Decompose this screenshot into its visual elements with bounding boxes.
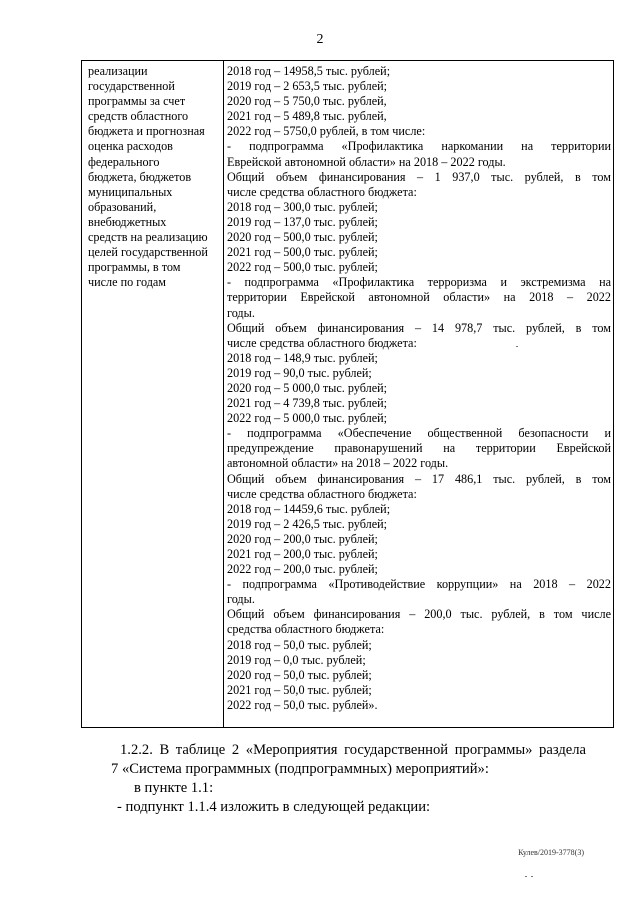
right-cell-line: 2021 год – 4 739,8 тыс. рублей; bbox=[227, 396, 388, 411]
right-cell-line: - подпрограмма «Профилактика терроризма и экстремизма на bbox=[227, 275, 611, 290]
left-cell-line: муниципальных bbox=[88, 184, 173, 199]
right-cell-line: - подпрограмма «Обеспечение общественной безопасности и bbox=[227, 426, 611, 441]
left-cell-line: числе по годам bbox=[88, 275, 167, 290]
right-cell-line: предупреждение правонарушений на территории Еврейской bbox=[227, 441, 611, 456]
page-number: 2 bbox=[316, 32, 324, 47]
right-cell-line: 2022 год – 500,0 тыс. рублей; bbox=[227, 260, 378, 275]
scan-noise bbox=[525, 876, 527, 877]
right-cell-line: 2018 год – 300,0 тыс. рублей; bbox=[227, 199, 378, 214]
right-cell-line: 2018 год – 50,0 тыс. рублей; bbox=[227, 637, 372, 652]
left-cell-line: средств на реализацию bbox=[88, 230, 208, 245]
right-cell-line: числе средства областного бюджета: bbox=[227, 335, 417, 350]
table-right-cell bbox=[227, 64, 611, 713]
table-left-cell bbox=[88, 64, 222, 290]
right-cell-line: годы. bbox=[227, 305, 255, 320]
left-cell-line: реализации bbox=[88, 64, 148, 78]
document-code: Кулев/2019-3778(3) bbox=[518, 848, 584, 857]
financing-table bbox=[81, 60, 614, 728]
right-cell-line: 2022 год – 200,0 тыс. рублей; bbox=[227, 562, 378, 577]
left-cell-line: внебюджетных bbox=[88, 214, 167, 229]
paragraph-1-2-2-line1: 1.2.2. В таблице 2 «Мероприятия государственной программы» раздела bbox=[120, 742, 586, 758]
right-cell-line: 2021 год – 500,0 тыс. рублей; bbox=[227, 245, 378, 260]
right-cell-line: территории Еврейской автономной области» на 2018 – 2022 bbox=[227, 290, 611, 305]
right-cell-line: 2021 год – 50,0 тыс. рублей; bbox=[227, 682, 372, 697]
item-point-1-1: в пункте 1.1: bbox=[134, 780, 214, 796]
right-cell-line: - подпрограмма «Противодействие коррупции» на 2018 – 2022 bbox=[227, 577, 611, 592]
right-cell-line: Еврейской автономной области» на 2018 – 2022 годы. bbox=[227, 154, 506, 169]
right-cell-line: 2021 год – 5 489,8 тыс. рублей, bbox=[227, 109, 387, 124]
right-cell-line: 2021 год – 200,0 тыс. рублей; bbox=[227, 547, 378, 561]
right-cell-line: 2018 год – 14459,6 тыс. рублей; bbox=[227, 501, 391, 516]
left-cell-line: целей государственной bbox=[88, 245, 208, 260]
right-cell-line: 2019 год – 0,0 тыс. рублей; bbox=[227, 652, 366, 667]
right-cell-line: числе средства областного бюджета: bbox=[227, 486, 417, 501]
item-subpoint-1-1-4: - подпункт 1.1.4 изложить в следующей редакции: bbox=[117, 799, 431, 815]
table-column-divider bbox=[223, 61, 224, 727]
right-cell-line: Общий объем финансирования – 17 486,1 тыс. рублей, в том bbox=[227, 471, 611, 486]
left-cell-line: программы за счет bbox=[88, 94, 186, 109]
right-cell-line: 2018 год – 148,9 тыс. рублей; bbox=[227, 350, 378, 365]
left-cell-line: государственной bbox=[88, 79, 175, 94]
scan-noise bbox=[516, 346, 518, 347]
left-cell-line: бюджета, бюджетов bbox=[88, 169, 192, 184]
left-cell-line: программы, в том bbox=[88, 260, 181, 275]
left-cell-line: бюджета и прогнозная bbox=[88, 124, 205, 139]
right-cell-line: - подпрограмма «Профилактика наркомании на территории bbox=[227, 139, 611, 154]
right-cell-line: 2020 год – 50,0 тыс. рублей; bbox=[227, 667, 372, 682]
right-cell-line: 2018 год – 14958,5 тыс. рублей; bbox=[227, 64, 391, 78]
right-cell-line: годы. bbox=[227, 592, 255, 607]
left-cell-line: федерального bbox=[88, 154, 160, 169]
right-cell-line: Общий объем финансирования – 200,0 тыс. рублей, в том числе bbox=[227, 607, 611, 622]
right-cell-line: 2022 год – 5 000,0 тыс. рублей; bbox=[227, 411, 388, 426]
scan-noise bbox=[531, 876, 533, 877]
right-cell-line: 2020 год – 5 000,0 тыс. рублей; bbox=[227, 380, 388, 395]
right-cell-line: средства областного бюджета: bbox=[227, 622, 385, 637]
left-cell-line: образований, bbox=[88, 199, 157, 214]
right-cell-line: автономной области» на 2018 – 2022 годы. bbox=[227, 456, 449, 471]
right-cell-line: 2022 год – 5750,0 рублей, в том числе: bbox=[227, 124, 426, 139]
right-cell-line: 2019 год – 2 653,5 тыс. рублей; bbox=[227, 79, 388, 94]
right-cell-line: 2020 год – 200,0 тыс. рублей; bbox=[227, 531, 378, 546]
right-cell-line: числе средства областного бюджета: bbox=[227, 184, 417, 199]
right-cell-line: Общий объем финансирования – 1 937,0 тыс. рублей, в том bbox=[227, 169, 611, 184]
right-cell-line: 2019 год – 90,0 тыс. рублей; bbox=[227, 365, 372, 380]
right-cell-line: 2019 год – 2 426,5 тыс. рублей; bbox=[227, 516, 388, 531]
right-cell-line: 2020 год – 5 750,0 тыс. рублей, bbox=[227, 94, 387, 109]
right-cell-line: 2022 год – 50,0 тыс. рублей». bbox=[227, 697, 378, 712]
right-cell-line: Общий объем финансирования – 14 978,7 тыс. рублей, в том bbox=[227, 320, 611, 335]
paragraph-1-2-2-line2: 7 «Система программных (подпрограммных) мероприятий»: bbox=[111, 761, 489, 777]
left-cell-line: средств областного bbox=[88, 109, 189, 124]
right-cell-line: 2020 год – 500,0 тыс. рублей; bbox=[227, 230, 378, 245]
right-cell-line: 2019 год – 137,0 тыс. рублей; bbox=[227, 214, 378, 229]
left-cell-line: оценка расходов bbox=[88, 139, 173, 154]
